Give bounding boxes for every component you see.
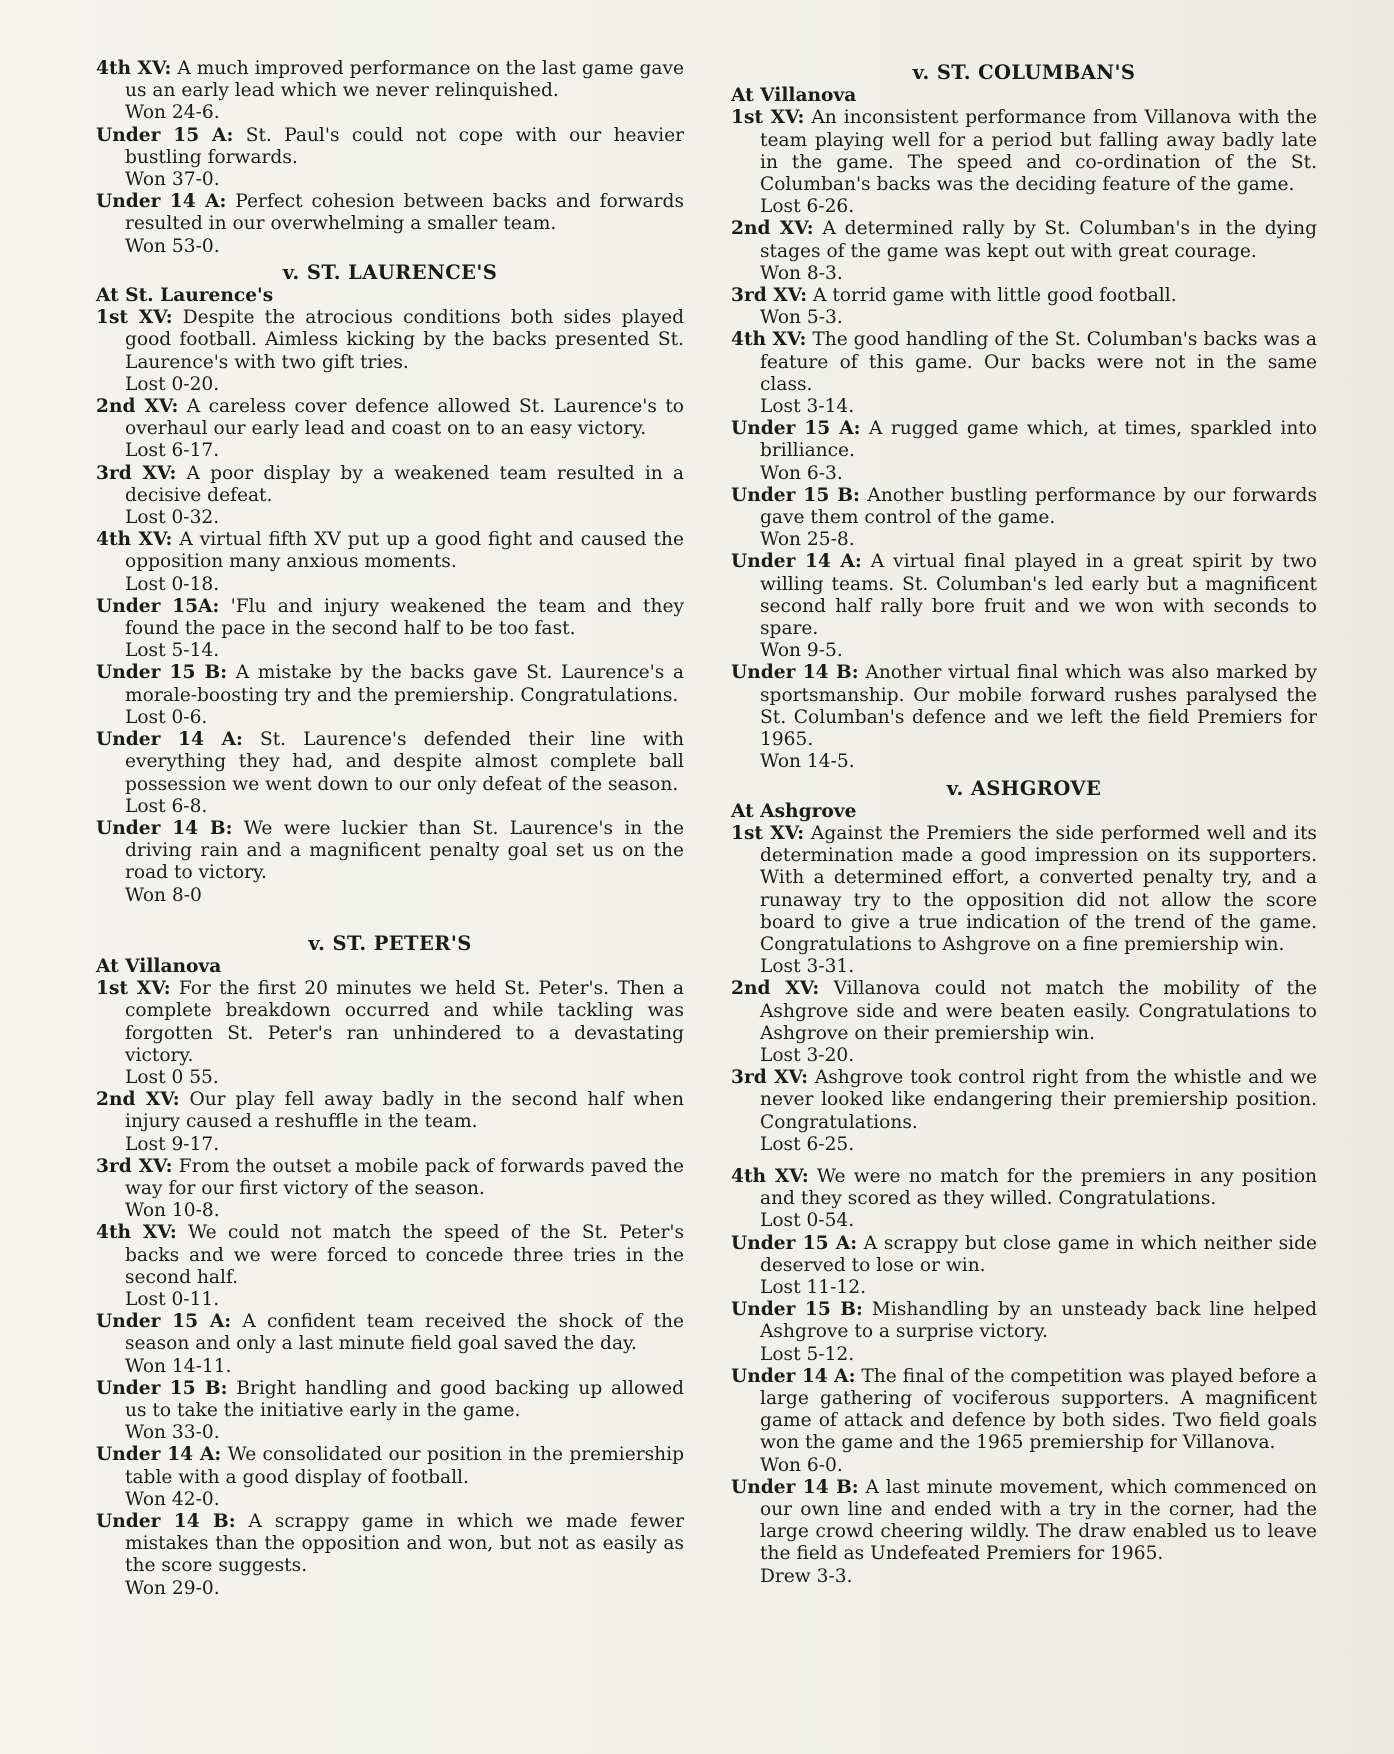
match-result: Lost 3-20. xyxy=(760,1044,855,1066)
match-result: Won 24-6. xyxy=(125,102,220,124)
entry-text xyxy=(731,1166,1317,1210)
team-label: 3rd XV: xyxy=(731,1067,808,1089)
entry-text xyxy=(96,818,684,885)
report-text: A scrappy game in which we made fewer mistakes than the opposition and won, but not as easily as the score suggests. xyxy=(125,1511,685,1577)
match-report-entry xyxy=(731,1299,1317,1366)
entry-text xyxy=(731,329,1317,396)
entry-text xyxy=(731,1366,1317,1455)
match-report-entry xyxy=(96,529,684,596)
match-result: Won 10-8. xyxy=(125,1200,220,1222)
team-label: Under 15 B: xyxy=(731,1299,863,1321)
report-text: The good handling of the St. Columban's backs was a feature of this game. Our backs were not in the same class. xyxy=(760,329,1317,395)
entry-text xyxy=(731,1067,1317,1134)
report-text: A much improved performance on the last game gave us an early lead which we never relinquished. xyxy=(125,58,684,102)
report-text: A confident team received the shock of the season and only a last minute field goal saved the day. xyxy=(125,1311,684,1355)
team-label: Under 15 A: xyxy=(96,124,234,146)
report-text: We could not match the speed of the St. Peter's backs and we were forced to concede three tries in the second half. xyxy=(125,1222,685,1288)
report-text: A determined rally by St. Columban's in the dying stages of the game was kept out with great courage. xyxy=(760,218,1317,262)
match-report-entry xyxy=(731,662,1317,773)
match-report-entry xyxy=(731,1067,1317,1156)
entry-text xyxy=(96,1511,684,1578)
match-report-entry xyxy=(731,978,1317,1067)
entry-text xyxy=(96,662,684,706)
report-text: A last minute movement, which commenced on our own line and ended with a try in the corner, had the large crowd cheering wildly. The draw enabled us to leave the field as Undefeated Premiers for 1965. xyxy=(760,1476,1317,1565)
match-result: Won 14-11. xyxy=(125,1355,232,1377)
spacer xyxy=(96,907,684,929)
team-label: Under 14 B: xyxy=(731,1476,859,1498)
match-result: Lost 0-20. xyxy=(125,373,220,395)
match-report-entry xyxy=(731,1477,1317,1588)
match-result: Won 53-0. xyxy=(125,235,220,257)
report-text: A virtual final played in a great spirit by two willing teams. St. Columban's led early but a magnificent second half rally bore fruit and we won with seconds to spare. xyxy=(760,551,1317,640)
entry-text xyxy=(731,551,1317,640)
match-result: Won 33-0. xyxy=(125,1422,220,1444)
report-text: A careless cover defence allowed St. Laurence's to overhaul our early lead and coast on to an easy victory. xyxy=(125,396,685,440)
entry-text xyxy=(96,1156,684,1200)
team-label: Under 14 B: xyxy=(731,662,859,684)
entry-text xyxy=(731,823,1317,956)
match-report-entry xyxy=(96,1378,684,1445)
report-text: A mistake by the backs gave St. Laurence's a morale-boosting try and the premiership. Congratulations. xyxy=(125,662,685,706)
team-label: 4th XV: xyxy=(96,529,173,551)
report-text: We consolidated our position in the premiership table with a good display of football. xyxy=(125,1444,684,1488)
report-text: St. Laurence's defended their line with everything they had, and despite almost complete ball possession we went down to our only defeat of the season. xyxy=(125,729,684,795)
match-report-entry xyxy=(96,396,684,463)
entry-text xyxy=(96,1222,684,1289)
match-report-entry xyxy=(731,1233,1317,1300)
entry-text xyxy=(96,463,684,507)
match-report-entry xyxy=(731,1166,1317,1233)
spacer xyxy=(731,1156,1317,1166)
team-label: Under 14 A: xyxy=(96,1444,222,1466)
team-label: Under 15 A: xyxy=(96,1311,232,1333)
entry-text xyxy=(96,307,684,374)
match-result: Lost 6-25. xyxy=(760,1133,855,1155)
match-report-entry xyxy=(96,463,684,530)
match-result: Lost 6-17. xyxy=(125,440,220,462)
match-report-entry xyxy=(731,823,1317,978)
match-report-entry xyxy=(731,1366,1317,1477)
report-text: For the first 20 minutes we held St. Peter's. Then a complete breakdown occurred and while tackling was forgotten St. Peter's ran unhindered to a devastating victory. xyxy=(125,978,684,1066)
match-result: Lost 6-26. xyxy=(760,196,855,218)
match-result: Won 14-5. xyxy=(760,751,855,773)
match-result: Won 5-3. xyxy=(760,307,843,329)
match-result: Lost 0-6. xyxy=(125,706,208,728)
entry-text xyxy=(96,729,684,796)
match-result: Won 6-3. xyxy=(760,462,843,484)
entry-text xyxy=(96,125,684,169)
match-result: Won 25-8. xyxy=(760,529,855,551)
match-report-entry xyxy=(96,1444,684,1511)
entry-text xyxy=(96,191,684,235)
team-label: Under 15 B: xyxy=(731,484,860,506)
report-text: Our play fell away badly in the second half when injury caused a reshuffle in the team. xyxy=(125,1089,684,1133)
match-result: Lost 0 55. xyxy=(125,1066,219,1088)
team-label: Under 14 A: xyxy=(96,729,243,751)
match-report-entry xyxy=(731,329,1317,418)
entry-text xyxy=(731,418,1317,462)
entry-text xyxy=(96,1378,684,1422)
match-report-entry xyxy=(731,218,1317,285)
team-label: 3rd XV: xyxy=(96,462,177,484)
match-report-entry xyxy=(96,1156,684,1223)
match-result: Lost 5-12. xyxy=(760,1343,855,1365)
venue-label: At Ashgrove xyxy=(731,800,857,822)
team-label: 1st XV: xyxy=(731,822,805,844)
match-report-entry xyxy=(96,729,684,818)
report-text: St. Paul's could not cope with our heavier bustling forwards. xyxy=(125,124,684,168)
match-report-entry xyxy=(96,1511,684,1600)
match-heading: v. ST. PETER'S xyxy=(308,931,472,955)
match-result: Lost 0-18. xyxy=(125,573,220,595)
team-label: 2nd XV: xyxy=(96,396,179,418)
match-report-entry xyxy=(96,58,684,125)
entry-text xyxy=(96,1311,684,1355)
report-text: We were no match for the premiers in any position and they scored as they willed. Congratulations. xyxy=(760,1165,1317,1210)
report-text: A virtual fifth XV put up a good fight and caused the opposition many anxious moments. xyxy=(125,529,684,573)
team-label: 3rd XV: xyxy=(731,285,808,307)
entry-text xyxy=(731,1477,1317,1566)
report-text: Mishandling by an unsteady back line helped Ashgrove to a surprise victory. xyxy=(760,1299,1318,1343)
entry-text xyxy=(96,1089,684,1133)
report-text: Ashgrove took control right from the whistle and we never looked like endangering their premiership position. Congratulations. xyxy=(760,1067,1317,1133)
team-label: Under 14 B: xyxy=(96,1511,236,1532)
match-result: Lost 0-11. xyxy=(125,1288,220,1310)
match-report-entry xyxy=(731,551,1317,662)
entry-text xyxy=(731,107,1317,196)
report-text: Villanova could not match the mobility of the Ashgrove side and were beaten easily. Congratulations to Ashgrove on their premiership win. xyxy=(760,978,1317,1044)
team-label: Under 15 B: xyxy=(96,1377,228,1399)
team-label: 4th XV: xyxy=(731,329,807,351)
entry-text xyxy=(731,285,1317,307)
report-text: Perfect cohesion between backs and forwards resulted in our overwhelming a smaller team. xyxy=(125,191,684,235)
report-text: 'Flu and injury weakened the team and they found the pace in the second half to be too fast. xyxy=(125,595,684,640)
match-result: Won 37-0. xyxy=(125,169,220,191)
entry-text xyxy=(96,978,684,1067)
match-result: Lost 5-14. xyxy=(125,640,220,662)
report-text: An inconsistent performance from Villanova with the team playing well for a period but falling away badly late in the game. The speed and co-ordination of the St. Columban's backs was the deciding feature of the game. xyxy=(760,107,1317,196)
match-result: Won 42-0. xyxy=(125,1488,220,1510)
match-report-entry xyxy=(96,307,684,396)
report-text: A rugged game which, at times, sparkled into brilliance. xyxy=(760,418,1317,462)
team-label: Under 14 A: xyxy=(731,551,862,573)
report-text: Another virtual final which was also marked by sportsmanship. Our mobile forward rushes paralysed the St. Columban's defence and we left the field Premiers for 1965. xyxy=(760,662,1317,751)
team-label: Under 14 A: xyxy=(96,191,227,213)
team-label: Under 15 B: xyxy=(96,662,228,684)
match-heading: v. ST. LAURENCE'S xyxy=(282,260,498,284)
match-result: Drew 3-3. xyxy=(760,1565,853,1587)
team-label: 4th XV: xyxy=(96,58,172,79)
entry-text xyxy=(96,396,684,440)
match-report-entry xyxy=(731,485,1317,552)
entry-text xyxy=(731,485,1317,529)
entry-text xyxy=(731,1233,1317,1277)
entry-text xyxy=(731,978,1317,1045)
match-report-entry xyxy=(96,978,684,1089)
match-report-entry xyxy=(731,107,1317,218)
report-text: A torrid game with little good football. xyxy=(812,285,1177,307)
match-report-entry xyxy=(96,125,684,192)
entry-text xyxy=(96,1444,684,1488)
entry-text xyxy=(731,1299,1317,1343)
team-label: 2nd XV: xyxy=(96,1089,180,1111)
match-result: Lost 11-12. xyxy=(760,1276,866,1298)
report-text: Against the Premiers the side performed well and its determination made a good impression on its supporters. With a determined effort, a converted penalty try, and a runaway try to the opposition did not allow the score board to give a true indication of the trend of the game. Congratulations to Ashgrove on a fine premiership win. xyxy=(760,822,1317,955)
left-column xyxy=(96,58,684,1600)
entry-text xyxy=(96,58,684,102)
match-result: Lost 0-54. xyxy=(760,1210,855,1232)
report-text: A scrappy but close game in which neither side deserved to lose or win. xyxy=(760,1232,1317,1276)
team-label: 1st XV: xyxy=(96,307,173,329)
match-result: Won 8-0 xyxy=(125,884,202,906)
team-label: 4th XV: xyxy=(96,1222,177,1244)
entry-text xyxy=(731,662,1317,751)
team-label: 1st XV: xyxy=(731,107,805,129)
match-report-entry xyxy=(96,1222,684,1311)
team-label: 4th XV: xyxy=(731,1165,809,1187)
team-label: 2nd XV: xyxy=(731,218,814,240)
match-result: Won 6-0. xyxy=(760,1454,843,1476)
venue-label: At St. Laurence's xyxy=(96,285,274,307)
entry-text xyxy=(96,529,684,573)
report-text: Bright handling and good backing up allowed us to take the initiative early in the game. xyxy=(125,1377,685,1421)
match-report-entry xyxy=(96,596,684,663)
venue-label: At Villanova xyxy=(731,85,857,107)
match-result: Lost 0-32. xyxy=(125,507,220,529)
match-report-entry xyxy=(96,662,684,729)
match-heading: v. ST. COLUMBAN'S xyxy=(912,61,1136,84)
match-report-entry xyxy=(96,818,684,907)
report-text: The final of the competition was played before a large gathering of vociferous supporters. A magnificent game of attack and defence by both sides. Two field goals won the game and the 1965 premiership for Villanova. xyxy=(760,1365,1318,1454)
match-result: Lost 6-8. xyxy=(125,795,208,817)
match-report-entry xyxy=(96,1311,684,1378)
team-label: 1st XV: xyxy=(96,978,171,1000)
report-text: Another bustling performance by our forwards gave them control of the game. xyxy=(760,484,1317,529)
report-text: Despite the atrocious conditions both sides played good football. Aimless kicking by the backs presented St. Laurence's with two gift tries. xyxy=(125,307,684,373)
report-text: From the outset a mobile pack of forwards paved the way for our first victory of the season. xyxy=(125,1155,684,1199)
match-result: Lost 3-31. xyxy=(760,956,855,978)
team-label: Under 14 B: xyxy=(96,817,233,839)
match-report-entry xyxy=(731,285,1317,329)
match-result: Won 29-0. xyxy=(125,1577,220,1599)
match-report-entry xyxy=(96,191,684,258)
entry-text xyxy=(731,218,1317,262)
match-result: Lost 9-17. xyxy=(125,1133,220,1155)
match-result: Lost 3-14. xyxy=(760,396,855,418)
right-column xyxy=(731,58,1317,1588)
match-report-entry xyxy=(96,1089,684,1156)
match-heading: v. ASHGROVE xyxy=(946,776,1102,800)
report-text: A poor display by a weakened team resulted in a decisive defeat. xyxy=(125,462,684,506)
match-result: Won 9-5. xyxy=(760,640,843,662)
team-label: Under 15 A: xyxy=(731,1232,858,1254)
team-label: 3rd XV: xyxy=(96,1155,173,1177)
team-label: Under 15 A: xyxy=(731,418,861,440)
entry-text xyxy=(96,596,684,640)
report-text: We were luckier than St. Laurence's in the driving rain and a magnificent penalty goal set us on the road to victory. xyxy=(125,817,684,884)
team-label: 2nd XV: xyxy=(731,978,820,1000)
match-report-entry xyxy=(731,418,1317,485)
team-label: Under 15A: xyxy=(96,595,220,617)
venue-label: At Villanova xyxy=(96,955,222,977)
match-result: Won 8-3. xyxy=(760,262,843,284)
team-label: Under 14 A: xyxy=(731,1365,856,1387)
